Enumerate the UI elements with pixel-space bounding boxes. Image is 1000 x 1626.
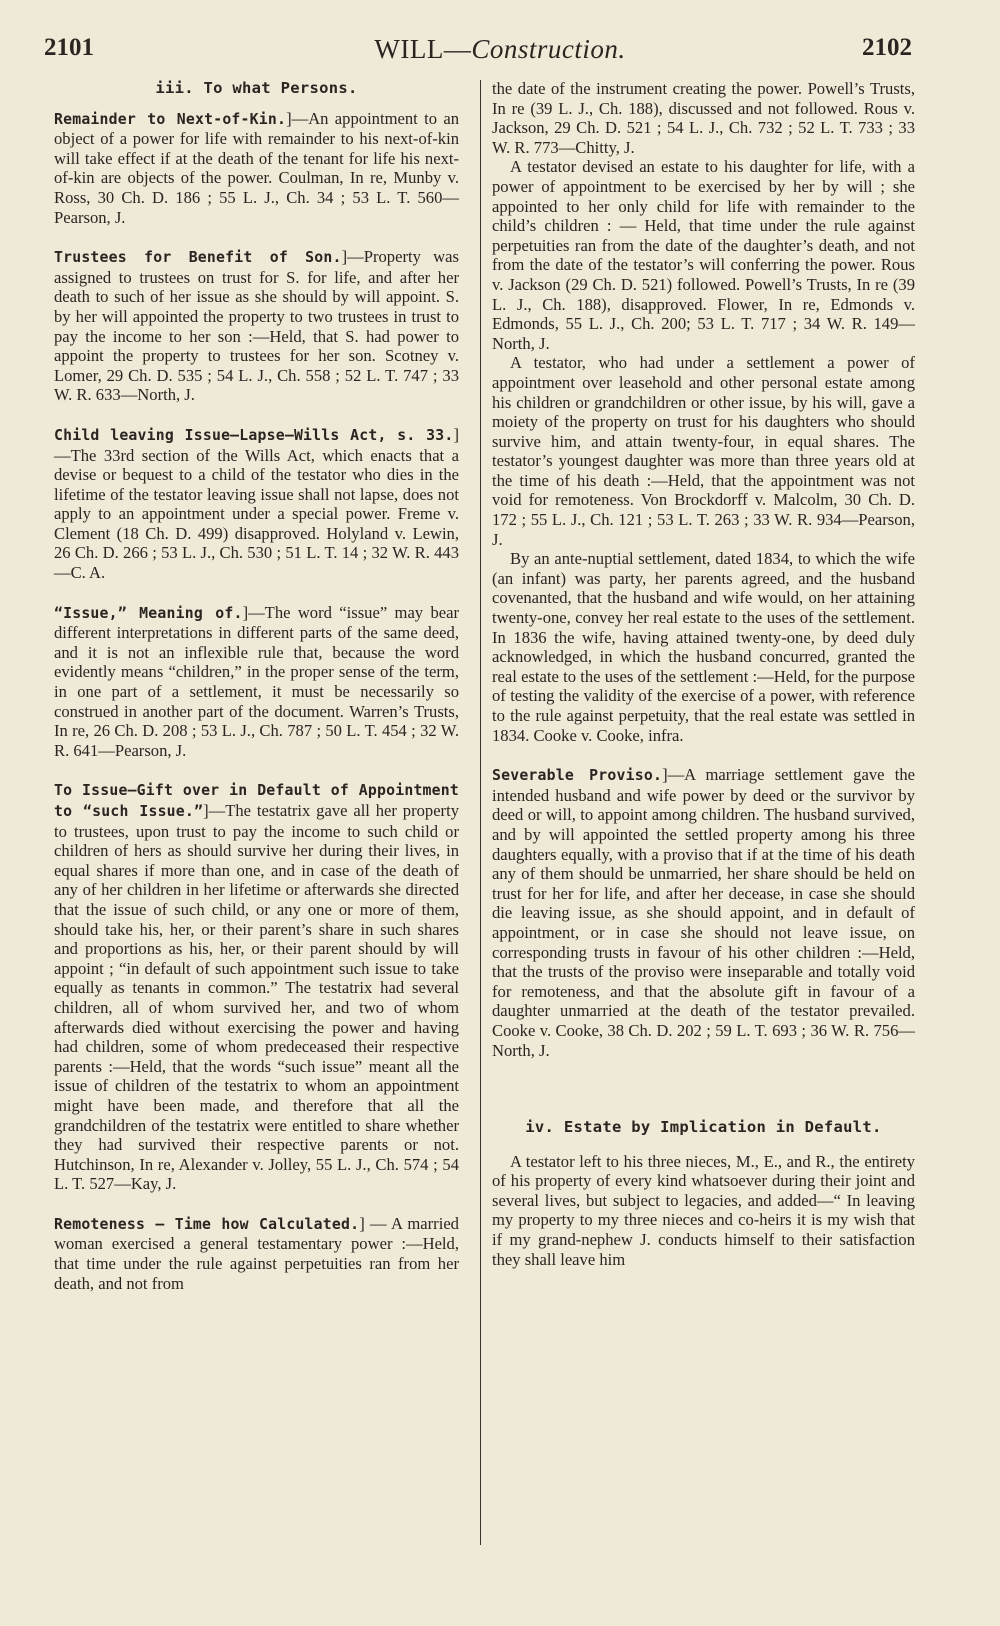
entry-text: ]—A marriage settlement gave the intended husband and wife power by deed or the survivor by deed or will, to appoint among children. The husband survived, and by will appointed the settled property among his three daughters equally, with a proviso that if at the time of his death any of them should be unmarried, her share should be held on trust for her for life, and after her decease, in case she should die leaving issue, as she should appoint, and in default of appointment, or in case she should not leave issue, on corresponding trusts in favour of his other children :—Held, that the trusts of the proviso were inseparable and totally void for remoteness, and that the absolute gift in favour of a daughter unmarried at the death of the testator prevailed. Cooke v. Cooke, 38 Ch. D. 202 ; 59 L. T. 693 ; 36 W. R. 756—North, J.	[492, 765, 915, 1060]
entry-issue-meaning	[54, 603, 459, 761]
entry-text: ] — A married woman exercised a general testamentary power :—Held, that time under the rule against perpetuities ran from her death, and not from	[54, 1213, 459, 1293]
paragraph: A testator, who had under a settlement a power of appointment over leasehold and other personal estate among his children or grandchildren or other issue, by his will, gave a moiety of the property on trust for his daughters who should survive him, and attain twenty-four, in equal shares. The testator’s youngest daughter was more than three years old at the time of his death :—Held, that the appointment was not void for remoteness. Von Brockdorff v. Malcolm, 30 Ch. D. 172 ; 55 L. J., Ch. 121 ; 53 L. T. 263 ; 33 W. R. 934—Pearson, J.	[492, 353, 915, 549]
entry-label: Trustees for Benefit of Son.	[54, 249, 342, 267]
column-divider	[480, 80, 481, 1545]
entry-text: ]—An appointment to an object of a power for life with remainder to his next-of-kin will take effect if at the death of the tenant for life his next-of-kin are objects of the power. Coulman, In re, Munby v. Ross, 30 Ch. D. 186 ; 55 L. J., Ch. 34 ; 53 L. T. 560—Pearson, J.	[54, 108, 459, 227]
entry-text: ]—The testatrix gave all her property to trustees, upon trust to pay the income to such child or children of hers as should survive her during their lives, in equal shares if more than one, and in case of the death of any of her children in her lifetime or afterwards she directed that the issue of such child, or any one or more of them, should take his, her, or their parent’s share in such shares and proportions as his, her, or their parent should by will appoint ; “in default of such appointment such issue to take equally as tenants in common.” The testatrix had several children, all of whom survived her, and two of whom afterwards died without exercising the power and having had children, some of whom predeceased their respective parents :—Held, that the words “such issue” meant all the issue of children of the testatrix to whom an appointment might have been made, and therefore that all the grandchildren of the testatrix were entitled to share whether they had survived their respective parents or not. Hutchinson, In re, Alexander v. Jolley, 55 L. J., Ch. 574 ; 54 L. T. 527—Kay, J.	[54, 801, 459, 1194]
running-title-main: WILL—	[374, 34, 472, 64]
paragraph: A testator devised an estate to his daughter for life, with a power of appointment to be exercised by her by will ; she appointed to her only child for life with remainder to the child’s children : — Held, that time under the rule against perpetuities ran from the date of the daughter’s death, and not from the date of the testator’s will conferring the power. Rous v. Jackson (29 Ch. D. 521) followed. Powell’s Trusts, In re (39 L. J., Ch. 188), disapproved. Flower, In re, Edmonds v. Edmonds, 55 L. J., Ch. 200; 53 L. T. 717 ; 34 W. R. 149—North, J.	[492, 157, 915, 353]
right-column	[492, 79, 915, 1269]
entry-text: ] —The 33rd section of the Wills Act, which enacts that a devise or bequest to a child of the testator who dies in the lifetime of the testator leaving issue shall not lapse, does not apply to an appointment under a special power. Freme v. Clement (18 Ch. D. 499) disapproved. Holyland v. Lewin, 26 Ch. D. 266 ; 53 L. J., Ch. 530 ; 51 L. T. 14 ; 32 W. R. 443—C. A.	[54, 424, 459, 583]
entry-child-leaving-issue	[54, 425, 459, 583]
entry-label: “Issue,” Meaning of.	[54, 604, 243, 622]
left-column	[54, 79, 459, 1293]
entry-label: Child leaving Issue—Lapse—Wills Act, s. 33.	[54, 426, 454, 444]
paragraph: By an ante-nuptial settlement, dated 1834, to which the wife (an infant) was party, her parents agreed, and the husband covenanted, that the husband and wife would, on her attaining twenty-one, convey her real estate to the uses of the settlement. In 1836 the wife, having attained twenty-one, by deed duly acknowledged, in which the husband concurred, granted the real estate to the uses of the settlement :—Held, for the purpose of testing the validity of the exercise of a power, with reference to the rule against perpetuity, that the real estate was settled in 1834. Cooke v. Cooke, infra.	[492, 549, 915, 745]
entry-severable-proviso	[492, 765, 915, 1060]
entry-text: ]—The word “issue” may bear different interpretations in different parts of the same deed, and it is not an inflexible rule that, because the word evidently means “children,” in the proper sense of the term, in one part of a settlement, it must be necessarily so construed in another part of the document. Warren’s Trusts, In re, 26 Ch. D. 208 ; 53 L. J., Ch. 787 ; 50 L. T. 454 ; 32 W. R. 641—Pearson, J.	[54, 602, 459, 760]
entry-label: Severable Proviso.	[492, 767, 663, 785]
entry-remainder-next-of-kin	[54, 109, 459, 228]
entry-remoteness	[54, 1214, 459, 1293]
paragraph: A testator left to his three nieces, M., E., and R., the entirety of his property of every kind whatsoever during their joint and several lives, but subject to legacies, and added—“ In leaving my property to my three nieces and co-heirs it is my wish that if my grand-nephew J. conducts himself to their satisfaction they shall leave him	[492, 1151, 915, 1269]
entry-label: Remoteness — Time how Calculated.	[54, 1215, 360, 1233]
entry-text: ]—Property was assigned to trustees on trust for S. for life, and after her death to such of her issue as she should by will appoint. S. by her will appointed the property to two trustees in trust to pay the income to her son :—Held, that S. had power to appoint the property to trustees for her son. Scotney v. Lomer, 29 Ch. D. 535 ; 54 L. J., Ch. 558 ; 52 L. T. 747 ; 33 W. R. 633—North, J.	[54, 247, 459, 405]
running-title-italic: Construction.	[471, 34, 626, 64]
entry-label: Remainder to Next-of-Kin.	[54, 110, 287, 128]
running-title	[0, 34, 1000, 65]
page-number-left: 2101	[44, 34, 94, 61]
continuation-text: the date of the instrument creating the power. Powell’s Trusts, In re (39 L. J., Ch. 188), discussed and not followed. Rous v. Jackson, 29 Ch. D. 521 ; 54 L. J., Ch. 732 ; 52 L. T. 733 ; 33 W. R. 773—Chitty, J.	[492, 79, 915, 157]
page-header	[0, 34, 1000, 74]
entry-issue-gift-over	[54, 780, 459, 1193]
entry-label: To Issue—Gift over in Default of Appointment to “such Issue.”	[54, 782, 459, 820]
page-number-right: 2102	[862, 34, 912, 61]
section-heading-iv: iv. Estate by Implication in Default.	[525, 1118, 882, 1137]
entry-trustees-benefit-son	[54, 247, 459, 405]
section-heading-iii: iii. To what Persons.	[155, 79, 358, 97]
